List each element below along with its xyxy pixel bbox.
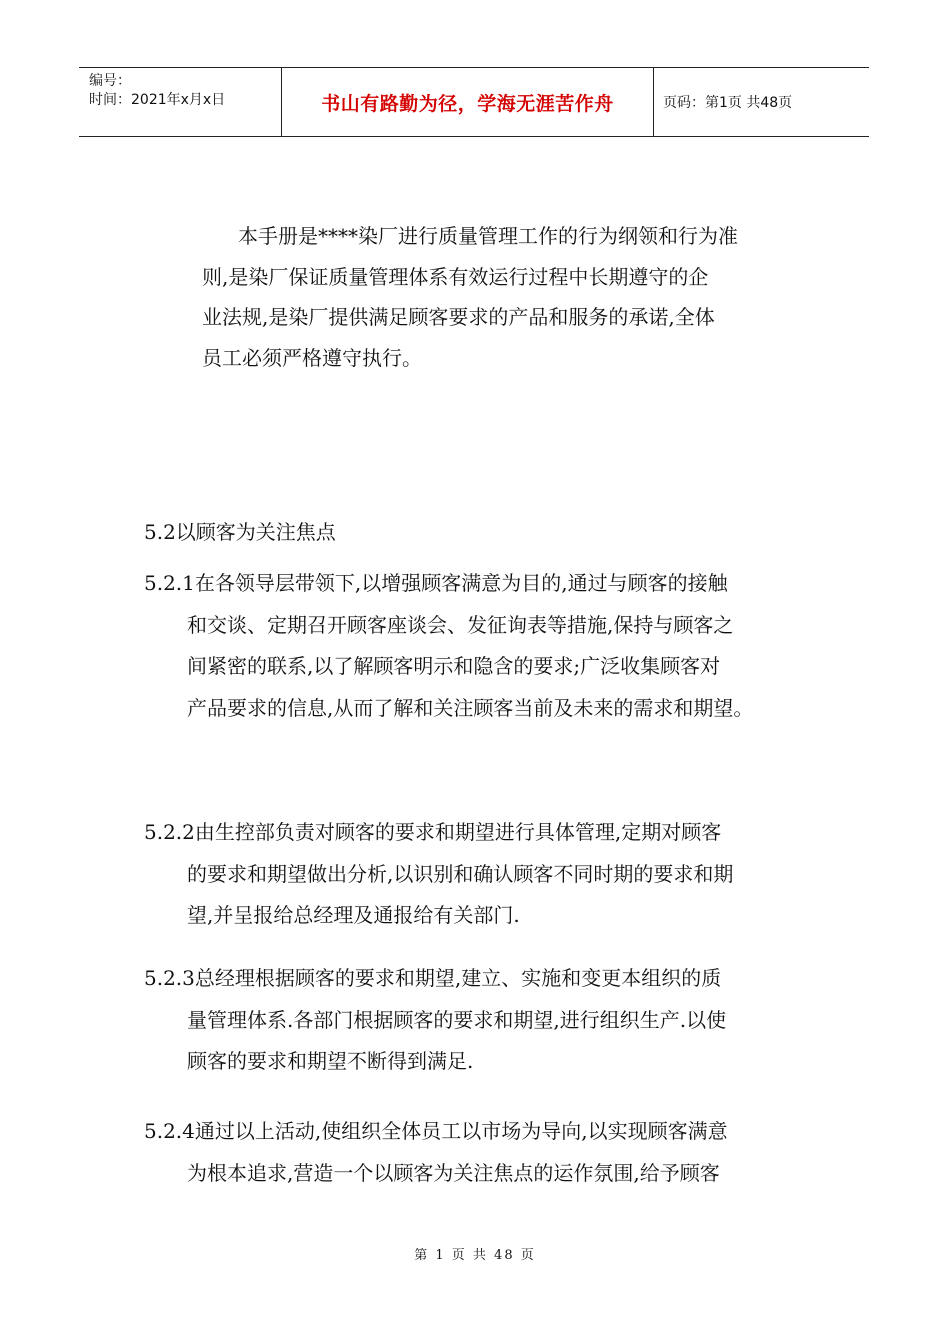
- clause-line: 间紧密的联系,以了解顾客明示和隐含的要求;广泛收集顾客对: [187, 654, 721, 678]
- clause-line: 5.2.1在各领导层带领下,以增强顾客满意为目的,通过与顾客的接触: [144, 571, 728, 595]
- page-footer: 第 1 页 共 48 页: [414, 1248, 536, 1263]
- header-page-info: 页码：第1页 共48页: [663, 95, 793, 111]
- clause-line: 量管理体系.各部门根据顾客的要求和期望,进行组织生产.以使: [187, 1007, 727, 1032]
- clause-line: 顾客的要求和期望不断得到满足.: [187, 1049, 474, 1073]
- header-motto: 书山有路勤为径，学海无涯苦作舟: [321, 92, 614, 115]
- clause-line: 为根本追求,营造一个以顾客为关注焦点的运作氛围,给予顾客: [187, 1160, 720, 1185]
- clause-line: 5.2.2由生控部负责对顾客的要求和期望进行具体管理,定期对顾客: [144, 820, 722, 844]
- clause-5-2-2: [144, 812, 824, 937]
- clause-line: 和交谈、定期召开顾客座谈会、发征询表等措施,保持与顾客之: [187, 612, 734, 637]
- time-label: 时间：2021年x月x日: [89, 92, 226, 108]
- number-label: 编号：: [89, 73, 131, 89]
- clause-5-2-1: [144, 563, 824, 729]
- clause-line: 的要求和期望做出分析,以识别和确认顾客不同时期的要求和期: [187, 861, 734, 886]
- clause-line: 5.2.4通过以上活动,使组织全体员工以市场为导向,以实现顾客满意: [144, 1119, 728, 1143]
- section-heading: [144, 512, 824, 554]
- paragraph-line: 业法规,是染厂提供满足顾客要求的产品和服务的承诺,全体: [202, 305, 715, 329]
- clause-line: 产品要求的信息,从而了解和关注顾客当前及未来的需求和期望。: [187, 695, 754, 720]
- heading-text: 5.2以顾客为关注焦点: [144, 520, 336, 544]
- header-divider: [653, 68, 654, 136]
- paragraph-line: 则,是染厂保证质量管理体系有效运行过程中长期遵守的企: [202, 264, 709, 289]
- clause-5-2-3: [144, 958, 824, 1083]
- paragraph-line: 本手册是****染厂进行质量管理工作的行为纲领和行为准: [238, 224, 738, 248]
- page-header: [79, 67, 869, 137]
- clause-line: 5.2.3总经理根据顾客的要求和期望,建立、实施和变更本组织的质: [144, 966, 722, 990]
- paragraph-line: 员工必须严格遵守执行。: [202, 345, 422, 370]
- intro-paragraph: [202, 216, 812, 378]
- clause-5-2-4: [144, 1111, 824, 1194]
- header-meta: [89, 72, 225, 110]
- clause-line: 望,并呈报给总经理及通报给有关部门.: [187, 903, 520, 927]
